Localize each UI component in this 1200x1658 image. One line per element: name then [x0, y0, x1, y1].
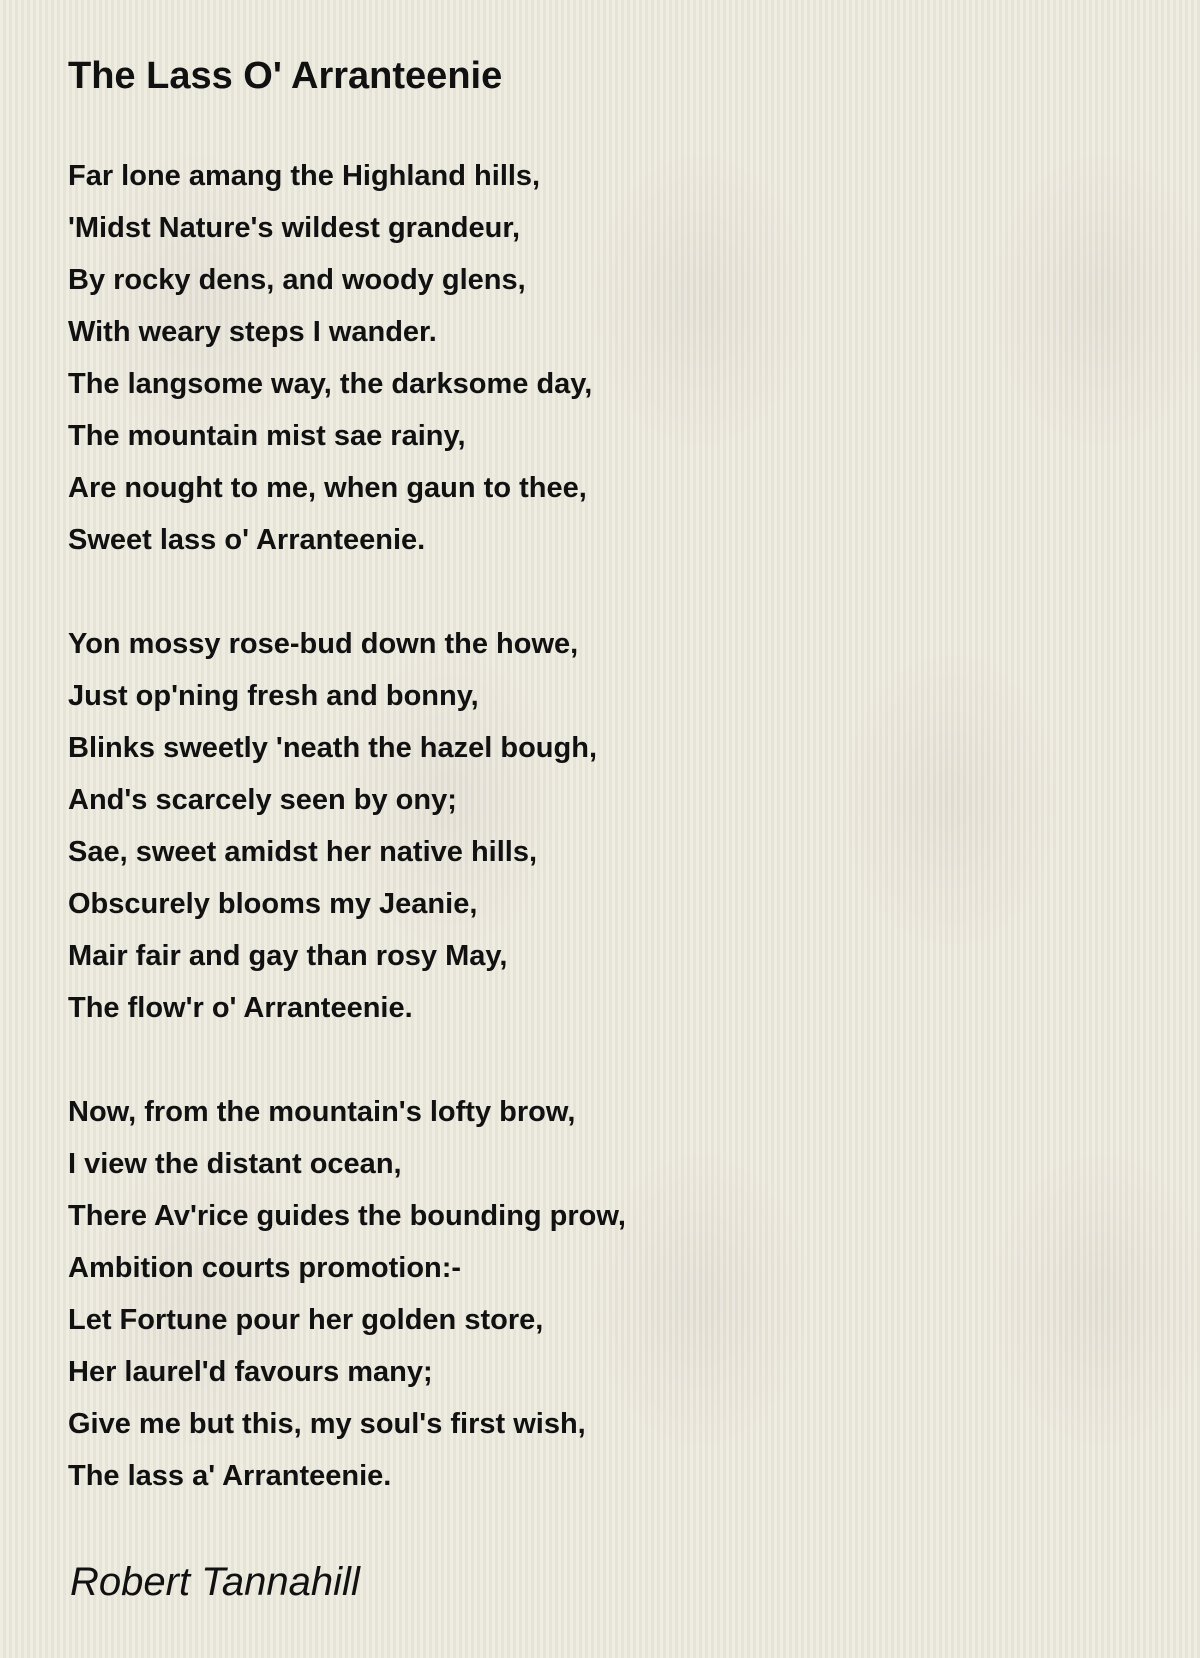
poem-line: I view the distant ocean,	[68, 1148, 402, 1180]
poem-line: Her laurel'd favours many;	[68, 1356, 433, 1388]
poem-line: The lass a' Arranteenie.	[68, 1460, 392, 1492]
poem-line: Yon mossy rose-bud down the howe,	[68, 628, 579, 660]
stanza	[68, 150, 1068, 566]
poem-line: The mountain mist sae rainy,	[68, 420, 466, 452]
poem-line: Blinks sweetly 'neath the hazel bough,	[68, 732, 597, 764]
poem-line: Give me but this, my soul's first wish,	[68, 1408, 586, 1440]
stanza	[68, 1086, 1068, 1502]
poem-line: Now, from the mountain's lofty brow,	[68, 1096, 576, 1128]
poem-line: Obscurely blooms my Jeanie,	[68, 888, 478, 920]
poem-line: Sweet lass o' Arranteenie.	[68, 524, 426, 556]
poem-line: Just op'ning fresh and bonny,	[68, 680, 479, 712]
poem-line: With weary steps I wander.	[68, 316, 437, 348]
stanza	[68, 618, 1068, 1034]
poem-line: Let Fortune pour her golden store,	[68, 1304, 544, 1336]
poem-line: The langsome way, the darksome day,	[68, 368, 593, 400]
poem-line: Are nought to me, when gaun to thee,	[68, 472, 587, 504]
poem-line: By rocky dens, and woody glens,	[68, 264, 526, 296]
poem-line: There Av'rice guides the bounding prow,	[68, 1200, 626, 1232]
poem-line: 'Midst Nature's wildest grandeur,	[68, 212, 521, 244]
poem-line: Sae, sweet amidst her native hills,	[68, 836, 538, 868]
poem-line: Far lone amang the Highland hills,	[68, 160, 541, 192]
poem-author: Robert Tannahill	[70, 1560, 360, 1604]
poem-line: Ambition courts promotion:-	[68, 1252, 462, 1284]
poem-body	[68, 150, 1068, 1554]
poem-title: The Lass O' Arranteenie	[68, 55, 503, 97]
poem-line: And's scarcely seen by ony;	[68, 784, 457, 816]
poem-line: The flow'r o' Arranteenie.	[68, 992, 413, 1024]
poem-line: Mair fair and gay than rosy May,	[68, 940, 508, 972]
